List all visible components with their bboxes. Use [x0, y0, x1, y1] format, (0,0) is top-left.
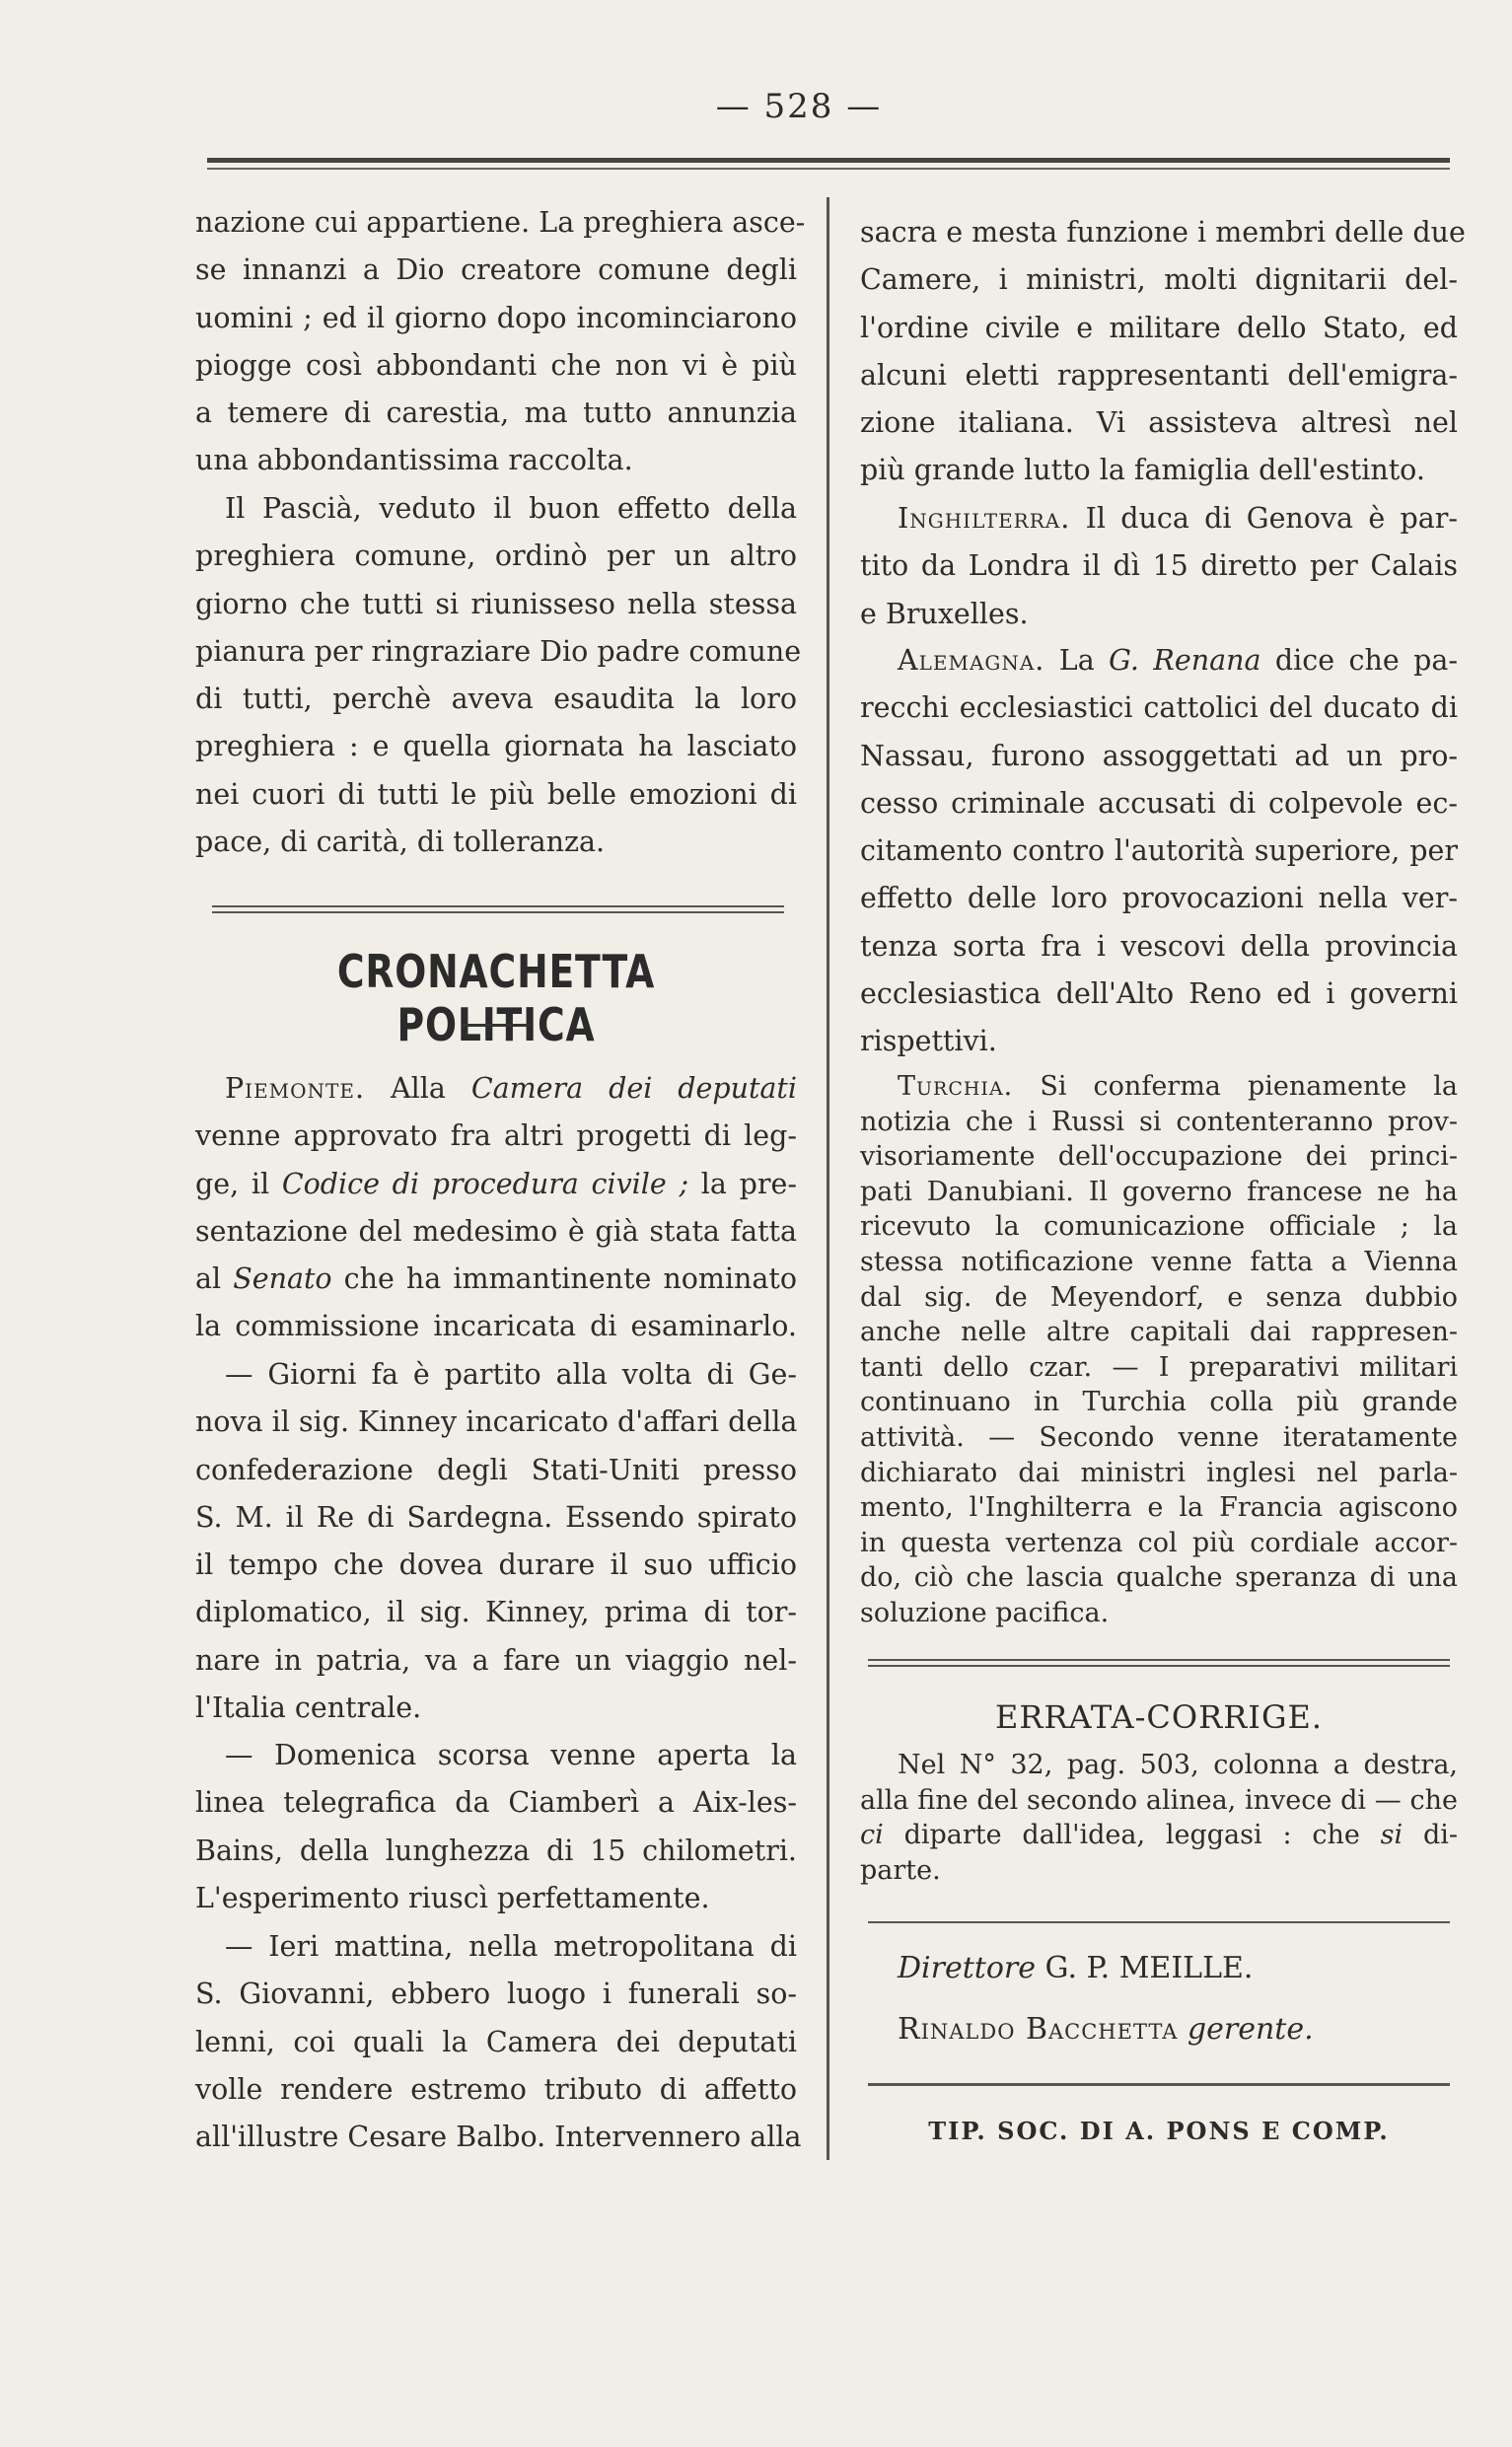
text-line: di tutti, perchè aveva esaudita la loro: [195, 683, 797, 716]
text-line: e Bruxelles.: [860, 597, 1029, 630]
header-rule: [207, 158, 1450, 163]
text-line: volle rendere estremo tributo di affetto: [195, 2072, 797, 2106]
text-line: anche nelle altre capitali dai rappresen-: [860, 1317, 1458, 1348]
turchia-lines: [860, 1105, 1458, 1631]
paragraph-pascia: [195, 485, 802, 866]
text: diparte dall'idea, leggasi : che: [883, 1820, 1381, 1851]
heading-turchia: Turchia.: [898, 1071, 1014, 1102]
paragraph-piemonte: [195, 1065, 797, 1351]
text: Alla: [391, 1072, 471, 1105]
direttore-name: G. P. MEILLE.: [1036, 1951, 1254, 1985]
text-line: alcuni eletti rappresentanti dell'emigra-: [860, 358, 1458, 392]
text-italic: ci: [860, 1820, 884, 1851]
direttore-label: Direttore: [898, 1951, 1037, 1985]
text-line: tito da Londra il dì 15 diretto per Calais: [860, 549, 1458, 583]
text-italic: Senato: [233, 1262, 332, 1296]
text-line: attività. — Secondo venne iteratamente: [860, 1421, 1458, 1453]
text-line: effetto delle loro provocazioni nella ver-: [860, 882, 1458, 915]
text-line: a temere di carestia, ma tutto annunzia: [195, 396, 797, 430]
text-line: sentazione del medesimo è già stata fatta: [195, 1214, 797, 1248]
credits-rule: [868, 1921, 1450, 1923]
text-line: nei cuori di tutti le più belle emozioni di: [195, 777, 797, 811]
text-line: tanti dello czar. — I preparativi militari: [860, 1351, 1458, 1383]
text-line: sacra e mesta funzione i membri delle due: [860, 216, 1466, 249]
page-number: — 528 —: [715, 87, 883, 126]
text-line: una abbondantissima raccolta.: [195, 444, 633, 477]
text-line: in questa vertenza col più cordiale accor-: [860, 1527, 1458, 1558]
text-line: L'esperimento riuscì perfettamente.: [195, 1881, 710, 1914]
heading-inghilterra: Inghilterra.: [898, 502, 1071, 535]
paragraph-funerali-continued: [860, 209, 1466, 495]
paragraph-inghilterra: [860, 495, 1458, 638]
text-line: pati Danubiani. Il governo francese ne ha: [860, 1176, 1458, 1207]
text-line: ricevuto la comunicazione officiale ; la: [860, 1211, 1458, 1243]
text-line: stessa notificazione venne fatta a Vienna: [860, 1246, 1458, 1277]
text: La: [1044, 644, 1110, 677]
text-line: dichiarato dai ministri inglesi nel parla-: [860, 1457, 1458, 1488]
errata-rule-top-2: [868, 1665, 1450, 1667]
text-line: nazione cui appartiene. La preghiera asce-: [195, 206, 806, 239]
errata-title: ERRATA-CORRIGE.: [994, 1698, 1324, 1736]
text-line: S. Giovanni, ebbero luogo i funerali so-: [195, 1978, 797, 2011]
text-line: l'ordine civile e militare dello Stato, ed: [860, 311, 1458, 344]
text-line: soluzione pacifica.: [860, 1597, 1110, 1628]
text-line: pianura per ringraziare Dio padre comune: [195, 634, 802, 668]
text-line: Il Pascià, veduto il buon effetto della: [225, 492, 797, 525]
errata-text: [860, 1748, 1458, 1888]
text-line: pace, di carità, di tolleranza.: [195, 826, 606, 859]
section-title-underline: [462, 1024, 531, 1027]
text-line: l'Italia centrale.: [195, 1691, 422, 1725]
text: di-: [1403, 1820, 1459, 1851]
section-rule-top-2: [212, 911, 784, 913]
text: dice che pa-: [1260, 644, 1458, 677]
text-line: Nassau, furono assoggettati ad un pro-: [860, 739, 1458, 772]
text-line: più grande lutto la famiglia dell'estinto.: [860, 454, 1425, 487]
text-line: — Ieri mattina, nella metropolitana di: [225, 1930, 797, 1963]
text-line: visoriamente dell'occupazione dei princi-: [860, 1141, 1458, 1173]
text: che ha immantinente nominato: [331, 1262, 798, 1296]
text: la pre-: [688, 1167, 797, 1200]
text-line: lenni, coi quali la Camera dei deputati: [195, 2025, 797, 2058]
text-line: S. M. il Re di Sardegna. Essendo spirato: [195, 1500, 797, 1534]
text-line: linea telegrafica da Ciamberì a Aix-les-: [195, 1786, 797, 1820]
text-italic: Camera dei deputati: [470, 1072, 797, 1105]
paragraph-preghiera: [195, 199, 806, 485]
text-line: do, ciò che lascia qualche speranza di una: [860, 1562, 1458, 1594]
errata-rule-top: [868, 1659, 1450, 1661]
text-line: piogge così abbondanti che non vi è più: [195, 348, 797, 382]
text-line: preghiera : e quella giornata ha lasciato: [195, 730, 797, 763]
alemagna-lines: [860, 684, 1458, 1065]
text-line: tenza sorta fra i vescovi della provincia: [860, 929, 1458, 963]
paragraph-alemagna: [860, 637, 1458, 1066]
gerente-name: Rinaldo Bacchetta: [898, 2012, 1179, 2047]
paragraph-kinney: [195, 1351, 797, 1732]
text-line: nova il sig. Kinney incaricato d'affari della: [195, 1405, 798, 1439]
text-line: nare in patria, va a fare un viaggio nel-: [195, 1643, 797, 1677]
text-line: alla fine del secondo alinea, invece di — che: [860, 1784, 1458, 1816]
section-title: CRONACHETTA POLITICA: [336, 945, 656, 1051]
text-line: all'illustre Cesare Balbo. Intervennero alla: [195, 2121, 802, 2154]
printer-rule: [868, 2083, 1450, 2086]
text: ge, il: [195, 1167, 282, 1200]
text-line: la commissione incaricata di esaminarlo.: [195, 1310, 797, 1343]
text-line: confederazione degli Stati-Uniti presso: [195, 1453, 797, 1486]
direttore-credit: [898, 1951, 1253, 1985]
paragraph-turchia: [860, 1069, 1458, 1631]
heading-piemonte: Piemonte.: [225, 1072, 366, 1105]
text-line: preghiera comune, ordinò per un altro: [195, 540, 797, 573]
column-divider: [827, 197, 829, 2160]
text-line: — Domenica scorsa venne aperta la: [225, 1739, 797, 1771]
gerente-credit: [898, 2012, 1314, 2047]
text-line: Camere, i ministri, molti dignitarii del-: [860, 263, 1458, 297]
text-line: giorno che tutti si riunisseso nella stessa: [195, 587, 797, 620]
text-line: diplomatico, il sig. Kinney, prima di tor-: [195, 1596, 797, 1629]
text-italic: Codice di procedura civile ;: [281, 1167, 689, 1200]
text: Si conferma pienamente la: [1013, 1071, 1458, 1102]
text-line: ecclesiastica dell'Alto Reno ed i governi: [860, 977, 1458, 1011]
text-line: Bains, della lunghezza di 15 chilometri.: [195, 1834, 797, 1867]
text: Il duca di Genova è par-: [1070, 502, 1458, 535]
gerente-label: gerente.: [1178, 2012, 1314, 2047]
heading-alemagna: Alemagna.: [898, 644, 1045, 677]
text-italic: si: [1380, 1820, 1404, 1851]
printer-imprint: TIP. SOC. DI A. PONS E COMP.: [928, 2117, 1390, 2145]
text-line: il tempo che dovea durare il suo ufficio: [195, 1548, 797, 1582]
text-line: uomini ; ed il giorno dopo incominciarono: [195, 301, 797, 334]
text-line: zione italiana. Vi assisteva altresì nel: [860, 406, 1458, 440]
paragraph-telegrafo: [195, 1732, 797, 1922]
text-line: — Giorni fa è partito alla volta di Ge-: [225, 1358, 797, 1391]
text-line: parte.: [860, 1854, 941, 1886]
text-line: cesso criminale accusati di colpevole ec-: [860, 786, 1458, 820]
text-italic: G. Renana: [1109, 644, 1261, 677]
text-line: notizia che i Russi si contenteranno prov-: [860, 1106, 1458, 1137]
text-line: venne approvato fra altri progetti di leg-: [195, 1119, 797, 1153]
text-line: citamento contro l'autorità superiore, per: [860, 834, 1458, 868]
text-line: rispettivi.: [860, 1025, 997, 1058]
text-line: dal sig. de Meyendorf, e senza dubbio: [860, 1281, 1458, 1313]
text-line: se innanzi a Dio creatore comune degli: [195, 253, 797, 287]
text-line: continuano in Turchia colla più grande: [860, 1387, 1458, 1418]
text-line: recchi ecclesiastici cattolici del ducato di: [860, 691, 1458, 725]
header-rule-thin: [207, 168, 1450, 170]
text-line: Nel N° 32, pag. 503, colonna a destra,: [898, 1750, 1458, 1780]
text: al: [195, 1262, 234, 1296]
text-line: mento, l'Inghilterra e la Francia agiscono: [860, 1492, 1458, 1524]
paragraph-funerali: [195, 1923, 802, 2161]
section-rule-top: [212, 905, 784, 907]
